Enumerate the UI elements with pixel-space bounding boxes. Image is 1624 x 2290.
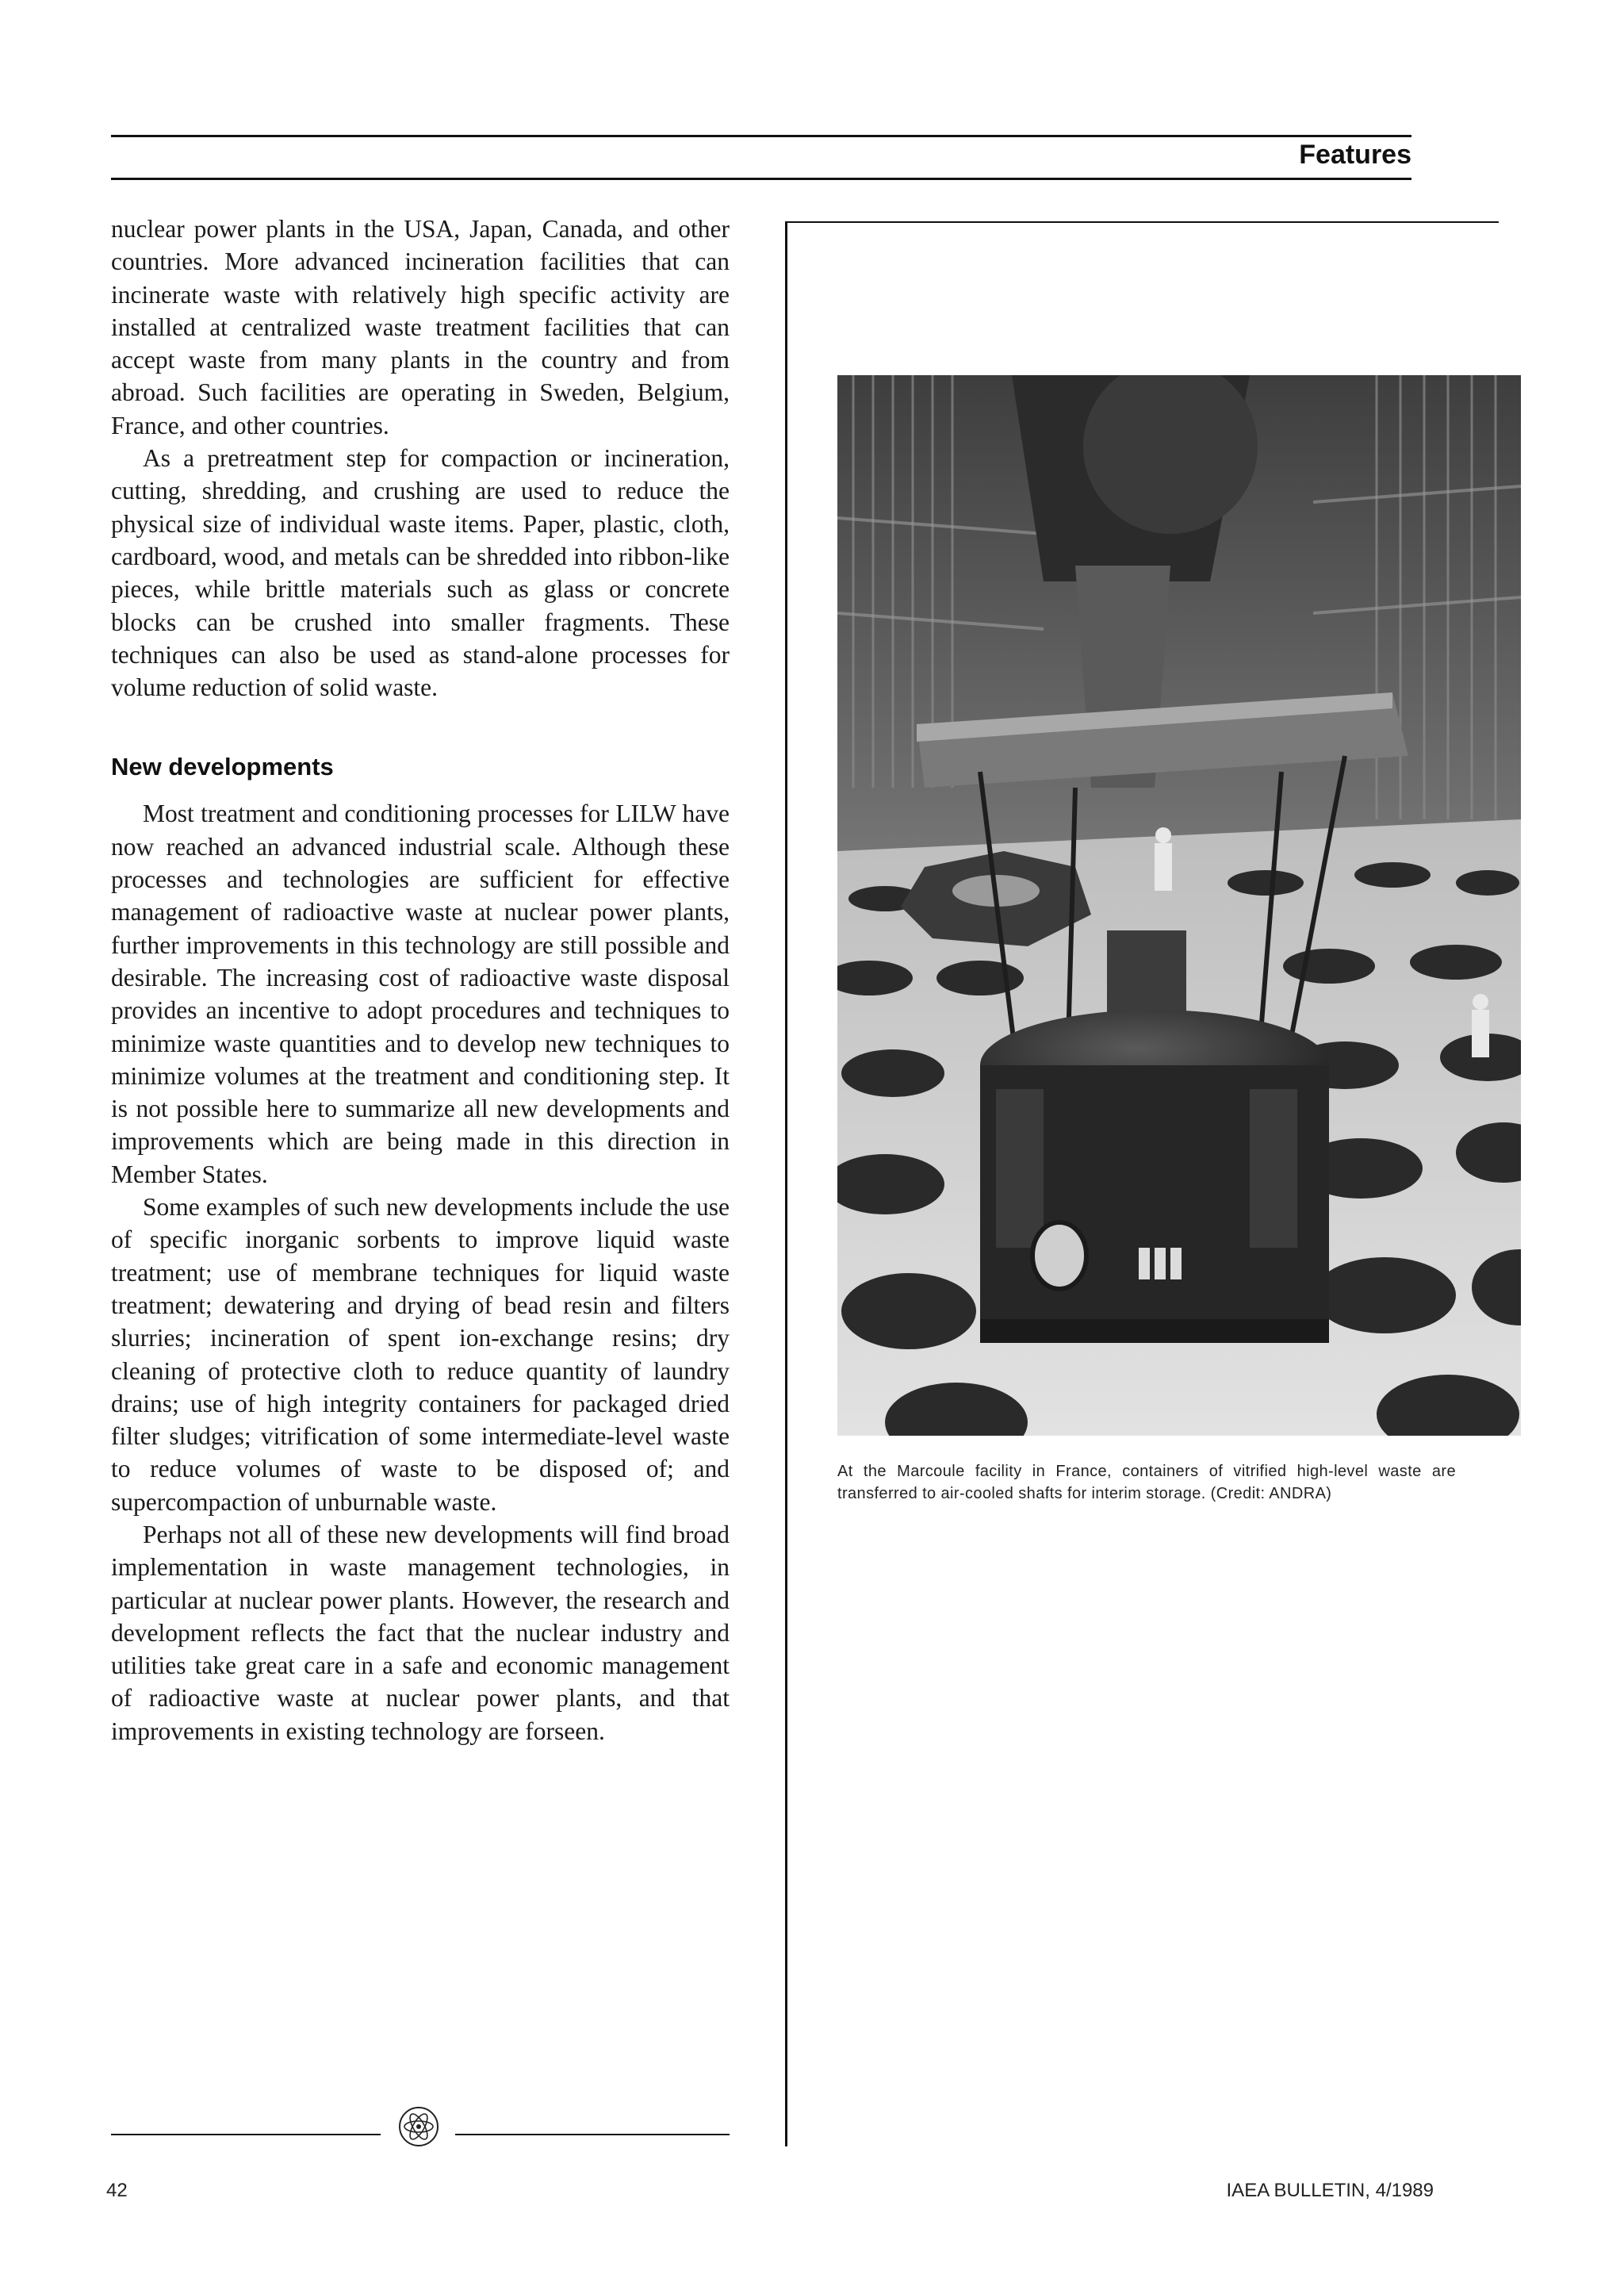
subheading-new-developments: New developments [111,753,334,781]
column-frame-top-rule [785,221,1499,223]
article-paragraph: Some examples of such new developments include the use of specific inorganic sorbents to improve liquid waste treatment; use of membrane techniques for liquid waste treatment; dewatering and drying of bead resin and filters slurries; incineration of spent ion-exchange resins; dry cleaning of protective cloth to reduce quantity of laundry drains; use of high integrity containers for packaged dried filter sludges; vitrification of some intermediate-level waste to reduce volumes of waste to be disposed of; and supercompaction of unburnable waste. [111,1193,730,1516]
header-rule-top [111,135,1411,137]
publication-issue: IAEA BULLETIN, 4/1989 [1226,2180,1434,2201]
article-paragraph: Most treatment and conditioning processes for LILW have now reached an advanced industrial scale. Although these processes and technologies are sufficient for effective management of radioactive waste at nuclear power plants, further improvements in this technology are still possible and desirable. The increasing cost of radioactive waste disposal provides an incentive to adopt procedures and techniques to minimize waste quantities and to develop new techniques to minimize volumes at the treatment and conditioning step. It is not possible here to summarize all new developments and improvements which are being made in this direction in Member States. [111,800,730,1188]
figure-caption: At the Marcoule facility in France, containers of vitrified high-level waste are transferred to air-cooled shafts for interim storage. (Credit: ANDRA) [837,1463,1456,1502]
article-paragraph: nuclear power plants in the USA, Japan, Canada, and other countries. More advanced incineration facilities that can incinerate waste with relatively high specific activity are installed at centralized waste treatment facilities that can accept waste from many plants in the country and from abroad. Such facilities are operating in Sweden, Belgium, France, and other countries. [111,215,730,439]
header-rule-bottom [111,178,1411,180]
page-number: 42 [106,2180,128,2201]
facility-photograph [837,375,1521,1436]
footer-rule-left [111,2134,381,2135]
photo-illustration [837,375,1521,1436]
article-text-column [111,213,730,1747]
column-divider-rule [785,221,787,2146]
footer-rule-right [455,2134,730,2135]
iaea-atom-emblem-icon [396,2104,441,2149]
article-paragraph: Perhaps not all of these new developments will find broad implementation in waste management technologies, in particular at nuclear power plants. However, the research and development reflects the fact that the nuclear industry and utilities take great care in a safe and economic management of radioactive waste at nuclear power plants, and that improvements in existing technology are forseen. [111,1520,730,1745]
article-paragraph: As a pretreatment step for compaction or incineration, cutting, shredding, and crushing are used to reduce the physical size of individual waste items. Paper, plastic, cloth, cardboard, wood, and metals can be shredded into ribbon-like pieces, while brittle materials such as glass or concrete blocks can be crushed into smaller fragments. These techniques can also be used as stand-alone processes for volume reduction of solid waste. [111,444,730,702]
section-label: Features [1299,140,1411,170]
